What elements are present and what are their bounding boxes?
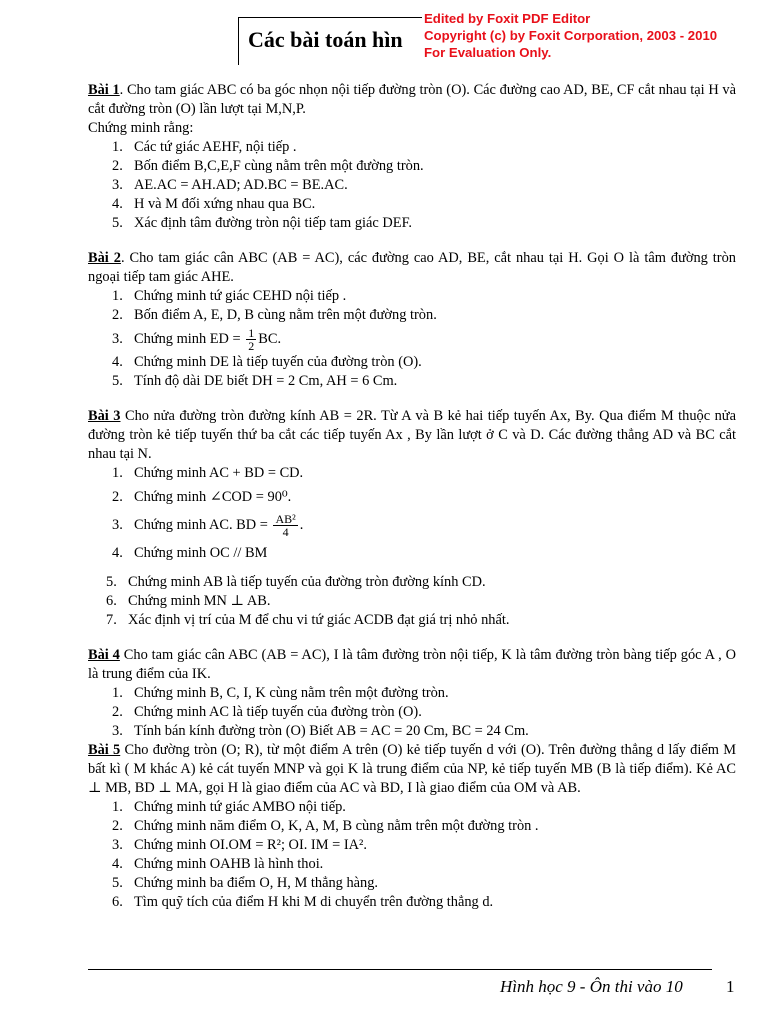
problem-label: Bài 2 (88, 250, 121, 266)
task-item (88, 817, 736, 836)
footer-text: Hình học 9 - Ôn thi vào 10 (500, 977, 683, 996)
task-text: Bốn điểm A, E, D, B cùng nằm trên một đường tròn. (134, 307, 437, 323)
problem-text: . Cho tam giác cân ABC (AB = AC), các đường cao AD, BE, cắt nhau tại H. Gọi O là tâm đường tròn ngoại tiếp tam giác AHE. (88, 250, 736, 285)
task-number: 3. (112, 331, 123, 347)
task-number: 2. (112, 818, 123, 834)
fraction-numerator: 1 (248, 326, 255, 341)
problem-statement (88, 81, 736, 119)
problem-5 (88, 741, 736, 912)
task-item (88, 874, 736, 893)
problem-label: Bài 3 (88, 408, 121, 424)
task-text: Xác định tâm đường tròn nội tiếp tam giác DEF. (134, 215, 413, 231)
task-list (88, 464, 736, 630)
task-item (88, 592, 736, 611)
task-number: 4. (112, 545, 123, 561)
fraction (273, 513, 297, 538)
task-text: Chứng minh ED = (134, 331, 245, 347)
task-item (88, 157, 736, 176)
task-text: AE.AC = AH.AD; AD.BC = BE.AC. (134, 177, 348, 193)
task-text: Chứng minh AB là tiếp tuyến của đường tròn đường kính CD. (128, 574, 486, 590)
problem-3 (88, 407, 736, 630)
task-item (88, 893, 736, 912)
fraction (246, 327, 256, 352)
task-text: H và M đối xứng nhau qua BC. (134, 196, 316, 212)
task-number: 4. (112, 196, 123, 212)
problem-statement (88, 646, 736, 684)
problem-4 (88, 646, 736, 741)
task-number: 1. (112, 288, 123, 304)
task-text: Chứng minh AC là tiếp tuyến của đường tròn (O). (134, 704, 422, 720)
task-number: 1. (112, 685, 123, 701)
task-number: 2. (112, 489, 123, 505)
watermark-line: For Evaluation Only. (424, 45, 552, 60)
task-list (88, 138, 736, 233)
task-item (88, 611, 736, 630)
foxit-watermark (422, 8, 768, 61)
task-number: 4. (112, 354, 123, 370)
problem-text: . Cho tam giác ABC có ba góc nhọn nội tiếp đường tròn (O). Các đường cao AD, BE, CF cắt nhau tại H và cắt đường tròn (O) lần lượt tại M,N,P. (88, 82, 736, 117)
task-number: 6. (106, 593, 117, 609)
task-text: Chứng minh MN ⊥ AB. (128, 593, 271, 609)
task-text: Chứng minh OC // BM (134, 545, 268, 561)
task-text: Chứng minh tứ giác AMBO nội tiếp. (134, 799, 346, 815)
task-number: 3. (112, 723, 123, 739)
problem-text: Cho tam giác cân ABC (AB = AC), I là tâm đường tròn nội tiếp, K là tâm đường tròn bàng tiếp góc A , O là trung điểm của IK. (88, 647, 736, 682)
task-text: Chứng minh DE là tiếp tuyến của đường tròn (O). (134, 354, 422, 370)
task-item (88, 836, 736, 855)
task-item (88, 703, 736, 722)
task-number: 5. (112, 373, 123, 389)
task-item (88, 306, 736, 325)
task-item (88, 353, 736, 372)
task-text: Tìm quỹ tích của điểm H khi M di chuyển trên đường thẳng d. (134, 894, 494, 910)
fraction-denominator: 2 (248, 339, 255, 354)
fraction-numerator: AB² (275, 512, 296, 527)
problem-label: Bài 4 (88, 647, 120, 663)
task-list (88, 798, 736, 912)
task-item (88, 539, 736, 567)
task-number: 2. (112, 158, 123, 174)
task-text: Tính bán kính đường tròn (O) Biết AB = AC = 20 Cm, BC = 24 Cm. (134, 723, 529, 739)
problem-text: Cho đường tròn (O; R), từ một điểm A trên (O) kẻ tiếp tuyến d với (O). Trên đường thẳng d lấy điểm M bất kì ( M khác A) kẻ cát tuyến MNP và gọi K là trung điểm của NP, kẻ tiếp tuyến MB (B là tiếp điểm). Kẻ AC ⊥ MB, BD ⊥ MA, gọi H là giao điểm của AC và BD, I là giao điểm của OM và AB. (88, 742, 736, 796)
task-item (88, 511, 736, 539)
task-text: Chứng minh OAHB là hình thoi. (134, 856, 324, 872)
task-item (88, 372, 736, 391)
problem-label: Bài 5 (88, 742, 121, 758)
task-item (88, 464, 736, 483)
task-text: Chứng minh ∠COD = 90⁰. (134, 489, 292, 505)
task-list (88, 684, 736, 741)
task-number: 2. (112, 704, 123, 720)
task-text: . (299, 517, 304, 533)
task-text: Chứng minh AC. BD = (134, 517, 272, 533)
task-number: 4. (112, 856, 123, 872)
task-number: 2. (112, 307, 123, 323)
task-number: 6. (112, 894, 123, 910)
problem-statement (88, 741, 736, 798)
task-item (88, 483, 736, 511)
problem-statement (88, 407, 736, 464)
task-number: 3. (112, 837, 123, 853)
task-number: 5. (106, 574, 117, 590)
task-number: 5. (112, 215, 123, 231)
task-item (88, 214, 736, 233)
task-item (88, 798, 736, 817)
footer-rule (88, 969, 712, 970)
problem-text: Cho nửa đường tròn đường kính AB = 2R. Từ A và B kẻ hai tiếp tuyến Ax, By. Qua điểm M thuộc nửa đường tròn kẻ tiếp tuyến thứ ba cắt các tiếp tuyến Ax , By lần lượt ở C và D. Các đường thẳng AD và BC cắt nhau tại N. (88, 408, 736, 462)
task-item (88, 855, 736, 874)
task-text: Chứng minh năm điểm O, K, A, M, B cùng nằm trên một đường tròn . (134, 818, 539, 834)
task-item (88, 176, 736, 195)
watermark-line: Copyright (c) by Foxit Corporation, 2003 - 2010 (424, 28, 718, 43)
problem-2 (88, 249, 736, 391)
task-number: 1. (112, 465, 123, 481)
watermark-line: Edited by Foxit PDF Editor (424, 11, 591, 26)
problem-statement (88, 249, 736, 287)
task-number: 1. (112, 139, 123, 155)
page-title: Các bài toán hìn (248, 27, 403, 52)
task-text: Chứng minh AC + BD = CD. (134, 465, 304, 481)
task-item (88, 325, 736, 353)
task-number: 7. (106, 612, 117, 628)
task-text: Chứng minh ba điểm O, H, M thẳng hàng. (134, 875, 379, 891)
task-item (88, 684, 736, 703)
document-body (88, 81, 736, 912)
page-number: 1 (726, 977, 735, 996)
problem-1 (88, 81, 736, 233)
task-text: Bốn điểm B,C,E,F cùng nằm trên một đường tròn. (134, 158, 424, 174)
task-item (88, 287, 736, 306)
task-list (88, 287, 736, 391)
task-text: Chứng minh OI.OM = R²; OI. IM = IA². (134, 837, 367, 853)
task-text: Chứng minh tứ giác CEHD nội tiếp . (134, 288, 347, 304)
task-item (88, 722, 736, 741)
task-number: 5. (112, 875, 123, 891)
task-text: Các tứ giác AEHF, nội tiếp . (134, 139, 297, 155)
task-item (88, 138, 736, 157)
task-text: Tính độ dài DE biết DH = 2 Cm, AH = 6 Cm. (134, 373, 398, 389)
task-text: Chứng minh B, C, I, K cùng nằm trên một đường tròn. (134, 685, 449, 701)
task-item (88, 573, 736, 592)
task-item (88, 195, 736, 214)
task-number: 3. (112, 177, 123, 193)
task-number: 3. (112, 517, 123, 533)
problem-prompt: Chứng minh rằng: (88, 120, 194, 136)
task-text: BC. (258, 331, 282, 347)
problem-label: Bài 1 (88, 82, 120, 98)
fraction-denominator: 4 (282, 525, 289, 540)
task-number: 1. (112, 799, 123, 815)
task-text: Xác định vị trí của M để chu vi tứ giác ACDB đạt giá trị nhỏ nhất. (128, 612, 510, 628)
